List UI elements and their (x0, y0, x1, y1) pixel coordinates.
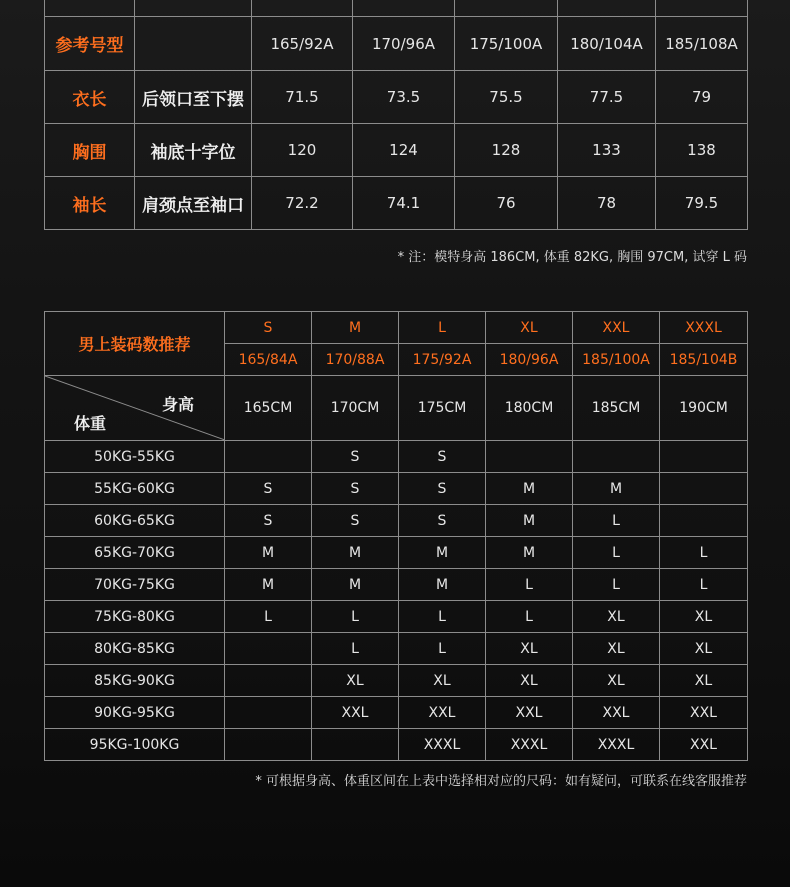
weight-range-cell: 60KG-65KG (45, 505, 225, 537)
height-cell: 185CM (573, 376, 660, 441)
table-row (45, 124, 748, 177)
recommended-size-cell: L (486, 569, 573, 601)
recommended-size-cell: S (312, 473, 399, 505)
weight-range-cell: 95KG-100KG (45, 729, 225, 761)
recommended-size-cell (573, 441, 660, 473)
size-letter: M (312, 312, 399, 344)
recommended-size-cell: L (486, 601, 573, 633)
weight-range-cell: 55KG-60KG (45, 473, 225, 505)
recommended-size-cell: S (312, 441, 399, 473)
recommended-size-cell: XL (660, 601, 748, 633)
recommended-size-cell (660, 473, 748, 505)
recommendation-title: 男上装码数推荐 (45, 312, 225, 376)
height-cell: 190CM (660, 376, 748, 441)
recommended-size-cell: L (225, 601, 312, 633)
table-row-top-cut (45, 0, 748, 17)
recommended-size-cell: XL (486, 633, 573, 665)
header-empty-cell (135, 17, 252, 71)
weight-range-cell: 80KG-85KG (45, 633, 225, 665)
recommended-size-cell: S (225, 505, 312, 537)
recommended-size-cell: XL (399, 665, 486, 697)
table-row (45, 729, 748, 761)
weight-range-cell: 85KG-90KG (45, 665, 225, 697)
value-cell: 79.5 (656, 177, 748, 230)
table-row (45, 665, 748, 697)
recommended-size-cell (225, 633, 312, 665)
size-code: 185/104B (660, 344, 748, 376)
recommended-size-cell: M (573, 473, 660, 505)
value-cell: 76 (455, 177, 558, 230)
size-letter: XL (486, 312, 573, 344)
size-code: 175/92A (399, 344, 486, 376)
recommended-size-cell: M (312, 569, 399, 601)
value-cell: 73.5 (353, 71, 455, 124)
weight-range-cell: 90KG-95KG (45, 697, 225, 729)
recommended-size-cell: M (312, 537, 399, 569)
recommended-size-cell (225, 441, 312, 473)
recommended-size-cell: L (399, 601, 486, 633)
row-label: 衣长 (45, 71, 135, 124)
recommended-size-cell: L (312, 601, 399, 633)
row-description: 后领口至下摆 (135, 71, 252, 124)
size-letter: XXL (573, 312, 660, 344)
height-axis-label: 身高 (161, 395, 194, 414)
size-code: 185/100A (573, 344, 660, 376)
table-header-row (45, 17, 748, 71)
value-cell: 77.5 (558, 71, 656, 124)
recommended-size-cell: M (486, 505, 573, 537)
recommended-size-cell: S (399, 473, 486, 505)
recommended-size-cell: L (660, 569, 748, 601)
recommended-size-cell: S (399, 505, 486, 537)
recommended-size-cell: XXL (573, 697, 660, 729)
weight-range-cell: 75KG-80KG (45, 601, 225, 633)
recommended-size-cell (225, 729, 312, 761)
recommended-size-cell: XL (486, 665, 573, 697)
recommended-size-cell: S (312, 505, 399, 537)
recommended-size-cell: M (486, 537, 573, 569)
recommended-size-cell: XL (573, 665, 660, 697)
value-cell: 120 (252, 124, 353, 177)
recommended-size-cell (660, 441, 748, 473)
recommended-size-cell: XXL (399, 697, 486, 729)
diagonal-header-cell (45, 376, 225, 441)
recommended-size-cell: XXXL (486, 729, 573, 761)
row-description: 肩颈点至袖口 (135, 177, 252, 230)
size-recommendation-table (44, 311, 748, 761)
table-row (45, 697, 748, 729)
recommended-size-cell: M (399, 569, 486, 601)
value-cell: 75.5 (455, 71, 558, 124)
value-cell: 133 (558, 124, 656, 177)
table-row (45, 441, 748, 473)
size-letter: L (399, 312, 486, 344)
recommended-size-cell: M (399, 537, 486, 569)
value-cell: 71.5 (252, 71, 353, 124)
row-description: 袖底十字位 (135, 124, 252, 177)
recommended-size-cell: XL (660, 633, 748, 665)
recommended-size-cell (486, 441, 573, 473)
value-cell: 124 (353, 124, 455, 177)
recommended-size-cell: M (486, 473, 573, 505)
table-row (45, 473, 748, 505)
value-cell: 74.1 (353, 177, 455, 230)
recommended-size-cell: S (399, 441, 486, 473)
recommended-size-cell: XXL (660, 729, 748, 761)
reference-size-label: 参考号型 (45, 17, 135, 71)
weight-axis-label: 体重 (74, 414, 107, 433)
recommended-size-cell: L (660, 537, 748, 569)
recommended-size-cell: L (573, 537, 660, 569)
value-cell: 72.2 (252, 177, 353, 230)
selection-note: * 可根据身高、体重区间在上表中选择相对应的尺码：如有疑问，可联系在线客服推荐 (255, 774, 747, 789)
recommended-size-cell: L (312, 633, 399, 665)
recommended-size-cell: L (573, 505, 660, 537)
table-row (45, 537, 748, 569)
diagonal-line (45, 376, 225, 440)
recommended-size-cell: XL (573, 633, 660, 665)
recommended-size-cell: M (225, 537, 312, 569)
recommended-size-cell: L (399, 633, 486, 665)
header-size-cell: 170/96A (353, 17, 455, 71)
header-size-cell: 165/92A (252, 17, 353, 71)
header-size-cell: 185/108A (656, 17, 748, 71)
size-code: 180/96A (486, 344, 573, 376)
recommended-size-cell: XXXL (399, 729, 486, 761)
recommended-size-cell: XXL (660, 697, 748, 729)
recommended-size-cell: XXL (486, 697, 573, 729)
recommended-size-cell (225, 697, 312, 729)
recommended-size-cell: L (573, 569, 660, 601)
header-size-cell: 175/100A (455, 17, 558, 71)
recommended-size-cell: XXXL (573, 729, 660, 761)
recommended-size-cell (660, 505, 748, 537)
value-cell: 79 (656, 71, 748, 124)
recommended-size-cell: S (225, 473, 312, 505)
recommended-size-cell: M (225, 569, 312, 601)
value-cell: 78 (558, 177, 656, 230)
recommended-size-cell (225, 665, 312, 697)
size-code: 165/84A (225, 344, 312, 376)
height-row (45, 376, 748, 441)
weight-range-cell: 70KG-75KG (45, 569, 225, 601)
recommended-size-cell: XXL (312, 697, 399, 729)
table-row (45, 71, 748, 124)
row-label: 胸围 (45, 124, 135, 177)
weight-range-cell: 65KG-70KG (45, 537, 225, 569)
recommended-size-cell (312, 729, 399, 761)
size-letter: XXXL (660, 312, 748, 344)
height-cell: 170CM (312, 376, 399, 441)
table-row (45, 633, 748, 665)
height-cell: 175CM (399, 376, 486, 441)
size-letter-row (45, 312, 748, 344)
model-fit-note: * 注：模特身高 186CM, 体重 82KG, 胸围 97CM, 试穿 L 码 (397, 250, 747, 265)
table-row (45, 601, 748, 633)
table-row (45, 505, 748, 537)
table-row (45, 177, 748, 230)
table-row (45, 569, 748, 601)
size-measurement-table (44, 0, 748, 230)
value-cell: 138 (656, 124, 748, 177)
weight-rows (45, 441, 748, 761)
height-cell: 180CM (486, 376, 573, 441)
value-cell: 128 (455, 124, 558, 177)
size-code: 170/88A (312, 344, 399, 376)
row-label: 袖长 (45, 177, 135, 230)
height-cell: 165CM (225, 376, 312, 441)
weight-range-cell: 50KG-55KG (45, 441, 225, 473)
header-size-cell: 180/104A (558, 17, 656, 71)
recommended-size-cell: XL (312, 665, 399, 697)
size-letter: S (225, 312, 312, 344)
recommended-size-cell: XL (573, 601, 660, 633)
recommended-size-cell: XL (660, 665, 748, 697)
diagonal-divider (45, 376, 225, 440)
